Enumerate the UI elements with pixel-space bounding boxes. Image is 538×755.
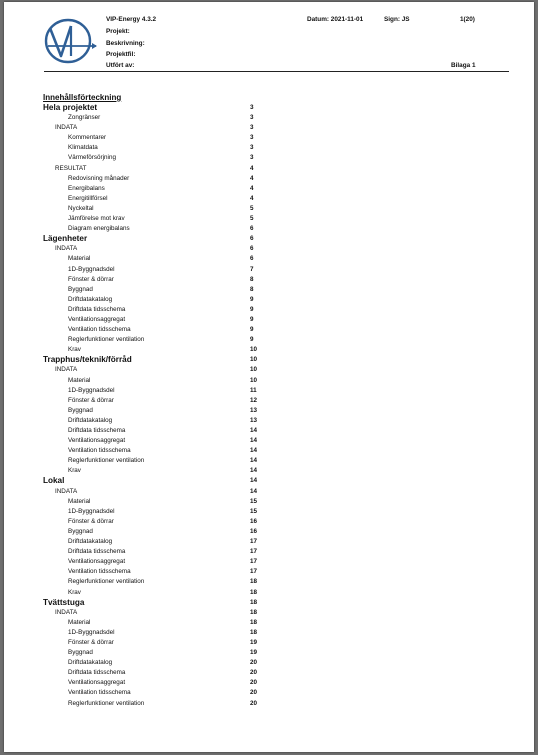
toc-entry-title: Redovisning månader <box>68 174 130 182</box>
toc-entry-title: Ventilationsaggregat <box>68 315 126 323</box>
toc-entry-page: 14 <box>250 487 258 495</box>
toc-entry-page: 4 <box>250 174 254 182</box>
toc-entry[interactable] <box>4 113 534 123</box>
toc-entry[interactable] <box>4 204 534 214</box>
toc-entry-title: Driftdatakatalog <box>68 538 113 546</box>
toc-entry-title: Material <box>68 255 91 263</box>
toc-entry-page: 19 <box>250 638 258 646</box>
toc-entry[interactable] <box>4 275 534 285</box>
toc-entry[interactable] <box>4 174 534 184</box>
toc-entry[interactable] <box>4 466 534 476</box>
toc-entry-title: Trapphus/teknik/förråd <box>43 355 132 365</box>
utfort-label: Utfört av: <box>106 62 135 69</box>
toc-entry-title: Driftdata tidsschema <box>68 305 126 313</box>
toc-entry-title: Ventilationsaggregat <box>68 679 126 687</box>
toc-entry-page: 6 <box>250 225 254 233</box>
toc-entry-title: Krav <box>68 346 81 354</box>
toc-subsection[interactable] <box>4 123 534 133</box>
toc-entry-title: 1D-Byggnadsdel <box>68 265 115 273</box>
toc-entry[interactable] <box>4 254 534 264</box>
toc-entry[interactable] <box>4 214 534 224</box>
toc-entry-title: Driftdatakatalog <box>68 416 113 424</box>
toc-entry-page: 20 <box>250 669 258 677</box>
toc-entry-title: Byggnad <box>68 527 93 535</box>
toc-entry-title: Kommentarer <box>68 134 107 142</box>
toc-entry-page: 6 <box>250 255 254 263</box>
toc-entry[interactable] <box>4 133 534 143</box>
toc-entry-title: 1D-Byggnadsdel <box>68 507 115 515</box>
toc-entry[interactable] <box>4 345 534 355</box>
date-label: Datum: 2021-11-01 <box>307 16 364 23</box>
toc-section[interactable] <box>4 234 534 244</box>
toc-entry-title: Värmeförsörjning <box>68 154 116 162</box>
toc-entry-title: Material <box>68 618 91 626</box>
toc-entry[interactable] <box>4 517 534 527</box>
toc-entry-page: 5 <box>250 204 254 212</box>
toc-entry[interactable] <box>4 305 534 315</box>
toc-entry[interactable] <box>4 537 534 547</box>
document-page <box>4 2 534 752</box>
toc-entry-title: Nyckeltal <box>68 204 94 212</box>
toc-entry-page: 4 <box>250 164 254 172</box>
toc-entry[interactable] <box>4 265 534 275</box>
toc-entry-title: Byggnad <box>68 406 93 414</box>
toc-entry[interactable] <box>4 315 534 325</box>
toc-entry-title: Driftdata tidsschema <box>68 427 126 434</box>
toc-entry[interactable] <box>4 285 534 295</box>
toc-entry-page: 10 <box>250 346 258 354</box>
toc-entry-page: 4 <box>250 194 254 202</box>
toc-entry-title: Reglerfunktioner ventilation <box>68 336 145 344</box>
toc-entry[interactable] <box>4 406 534 416</box>
toc-entry[interactable] <box>4 224 534 234</box>
toc-entry-title: Ventilation tidsschema <box>68 447 131 455</box>
page-number: 1(20) <box>460 16 475 23</box>
toc-entry[interactable] <box>4 396 534 406</box>
toc-entry-title: Diagram energibalans <box>68 225 130 233</box>
table-of-contents <box>4 103 534 709</box>
toc-entry-page: 18 <box>250 618 258 626</box>
toc-entry[interactable] <box>4 446 534 456</box>
toc-entry-title: Fönster & dörrar <box>68 638 114 646</box>
toc-subsection[interactable] <box>4 487 534 497</box>
toc-subsection[interactable] <box>4 365 534 375</box>
toc-entry-page: 13 <box>250 406 258 414</box>
toc-entry[interactable] <box>4 678 534 688</box>
toc-entry-title: Lokal <box>43 476 65 486</box>
toc-entry-title: Lägenheter <box>43 234 88 244</box>
toc-entry[interactable] <box>4 456 534 466</box>
toc-entry-page: 3 <box>250 134 254 142</box>
toc-entry-page: 14 <box>250 457 258 465</box>
toc-entry-page: 15 <box>250 497 258 505</box>
toc-entry-page: 14 <box>250 427 258 434</box>
toc-entry-title: Tvättstuga <box>43 597 85 607</box>
toc-entry-page: 5 <box>250 215 254 223</box>
toc-entry-title: INDATA <box>55 608 78 616</box>
toc-entry-title: Zongränser <box>68 114 101 122</box>
toc-entry-page: 3 <box>250 114 254 122</box>
toc-entry-page: 3 <box>250 124 254 132</box>
toc-entry-page: 10 <box>250 366 258 374</box>
toc-entry-title: Reglerfunktioner ventilation <box>68 578 145 586</box>
toc-entry-title: Material <box>68 376 91 384</box>
toc-entry-title: INDATA <box>55 366 78 374</box>
sign-label: Sign: JS <box>384 16 410 23</box>
toc-entry[interactable] <box>4 557 534 567</box>
toc-entry-title: Reglerfunktioner ventilation <box>68 457 145 465</box>
toc-entry-page: 3 <box>250 154 254 162</box>
toc-entry-page: 18 <box>250 628 258 636</box>
toc-entry[interactable] <box>4 335 534 345</box>
toc-section[interactable] <box>4 598 534 608</box>
toc-entry-title: Byggnad <box>68 285 93 293</box>
toc-entry-page: 17 <box>250 558 258 566</box>
toc-entry-title: Driftdata tidsschema <box>68 548 126 556</box>
software-version: VIP-Energy 4.3.2 <box>106 16 157 23</box>
toc-entry-title: Fönster & dörrar <box>68 275 114 283</box>
toc-entry-title: Reglerfunktioner ventilation <box>68 699 145 707</box>
toc-entry[interactable] <box>4 567 534 577</box>
toc-entry-page: 18 <box>250 588 258 596</box>
toc-entry-page: 16 <box>250 517 258 525</box>
toc-entry-page: 10 <box>250 356 258 364</box>
toc-section[interactable] <box>4 103 534 113</box>
toc-entry-title: Energitillförsel <box>68 194 108 202</box>
toc-entry-title: Krav <box>68 467 81 475</box>
toc-entry-page: 10 <box>250 376 258 384</box>
toc-entry[interactable] <box>4 668 534 678</box>
toc-entry-page: 14 <box>250 467 258 475</box>
toc-entry-title: Driftdata tidsschema <box>68 669 126 677</box>
projektfil-label: Projektfil: <box>106 51 136 58</box>
header-divider <box>44 71 509 72</box>
toc-entry-page: 9 <box>250 315 254 323</box>
toc-entry-title: Ventilation tidsschema <box>68 689 131 697</box>
toc-entry-title: 1D-Byggnadsdel <box>68 386 115 394</box>
toc-entry[interactable] <box>4 638 534 648</box>
toc-entry-page: 17 <box>250 538 258 546</box>
toc-entry-page: 9 <box>250 305 254 313</box>
toc-entry[interactable] <box>4 618 534 628</box>
toc-entry[interactable] <box>4 648 534 658</box>
toc-section[interactable] <box>4 355 534 365</box>
toc-entry-page: 6 <box>250 235 254 243</box>
toc-entry-title: Klimatdata <box>68 144 98 152</box>
toc-entry[interactable] <box>4 547 534 557</box>
toc-section[interactable] <box>4 476 534 486</box>
toc-entry-title: INDATA <box>55 124 78 132</box>
toc-entry[interactable] <box>4 426 534 436</box>
toc-entry-page: 11 <box>250 386 257 394</box>
toc-entry-title: INDATA <box>55 245 78 253</box>
toc-entry[interactable] <box>4 436 534 446</box>
toc-entry[interactable] <box>4 153 534 163</box>
toc-entry[interactable] <box>4 527 534 537</box>
toc-entry-title: Ventilation tidsschema <box>68 568 131 576</box>
toc-entry-page: 14 <box>250 477 258 485</box>
toc-entry-title: Hela projektet <box>43 103 98 112</box>
toc-entry[interactable] <box>4 325 534 335</box>
toc-entry-page: 3 <box>250 144 254 152</box>
toc-entry[interactable] <box>4 497 534 507</box>
toc-entry-page: 7 <box>250 265 254 273</box>
toc-entry-page: 17 <box>250 568 258 576</box>
toc-entry-page: 14 <box>250 447 258 455</box>
toc-entry-page: 18 <box>250 598 258 606</box>
toc-entry-page: 20 <box>250 699 258 707</box>
toc-entry-page: 20 <box>250 689 258 697</box>
toc-entry-title: Ventilationsaggregat <box>68 558 126 566</box>
toc-entry-title: Driftdatakatalog <box>68 295 113 303</box>
toc-entry-title: Ventilationsaggregat <box>68 437 126 445</box>
toc-entry-page: 19 <box>250 649 258 657</box>
beskrivning-label: Beskrivning: <box>106 40 145 47</box>
toc-entry[interactable] <box>4 295 534 305</box>
toc-entry[interactable] <box>4 386 534 396</box>
toc-entry-title: Ventilation tidsschema <box>68 326 131 334</box>
toc-entry-page: 6 <box>250 245 254 253</box>
toc-entry-title: Byggnad <box>68 649 93 657</box>
toc-entry-page: 9 <box>250 336 254 344</box>
toc-entry-title: Krav <box>68 588 81 596</box>
toc-entry[interactable] <box>4 688 534 698</box>
toc-subsection[interactable] <box>4 244 534 254</box>
toc-entry-page: 3 <box>250 104 254 111</box>
toc-entry[interactable] <box>4 577 534 587</box>
toc-entry-title: Jämförelse mot krav <box>68 215 125 223</box>
toc-entry-title: Energibalans <box>68 184 105 192</box>
toc-entry-page: 20 <box>250 659 258 667</box>
toc-entry[interactable] <box>4 184 534 194</box>
bilaga-label: Bilaga 1 <box>451 62 476 69</box>
toc-entry-page: 13 <box>250 416 258 424</box>
toc-entry[interactable] <box>4 628 534 638</box>
toc-entry-page: 9 <box>250 326 254 334</box>
toc-entry-page: 14 <box>250 437 258 445</box>
toc-entry-title: RESULTAT <box>55 164 87 172</box>
toc-entry-page: 9 <box>250 295 254 303</box>
toc-entry-title: 1D-Byggnadsdel <box>68 628 115 636</box>
toc-entry[interactable] <box>4 143 534 153</box>
toc-entry[interactable] <box>4 507 534 517</box>
vip-energy-logo <box>44 18 98 64</box>
toc-entry[interactable] <box>4 699 534 709</box>
toc-entry-title: INDATA <box>55 487 78 495</box>
toc-entry[interactable] <box>4 658 534 668</box>
toc-entry[interactable] <box>4 416 534 426</box>
toc-subsection[interactable] <box>4 164 534 174</box>
toc-entry-page: 20 <box>250 679 258 687</box>
toc-entry-page: 18 <box>250 578 258 586</box>
toc-entry-page: 15 <box>250 507 258 515</box>
projekt-label: Projekt: <box>106 28 130 35</box>
toc-entry-title: Fönster & dörrar <box>68 396 114 404</box>
toc-entry-page: 4 <box>250 184 254 192</box>
toc-title: Innehållsförteckning <box>43 93 122 102</box>
toc-entry-page: 16 <box>250 527 258 535</box>
toc-entry-title: Material <box>68 497 91 505</box>
toc-subsection[interactable] <box>4 608 534 618</box>
toc-entry-page: 17 <box>250 548 258 556</box>
toc-entry-page: 8 <box>250 275 254 283</box>
toc-entry-title: Fönster & dörrar <box>68 517 114 525</box>
toc-entry[interactable] <box>4 588 534 598</box>
toc-entry-page: 8 <box>250 285 254 293</box>
toc-entry[interactable] <box>4 376 534 386</box>
toc-entry-page: 18 <box>250 608 258 616</box>
toc-entry-title: Driftdatakatalog <box>68 659 113 667</box>
toc-entry-page: 12 <box>250 396 258 404</box>
toc-entry[interactable] <box>4 194 534 204</box>
